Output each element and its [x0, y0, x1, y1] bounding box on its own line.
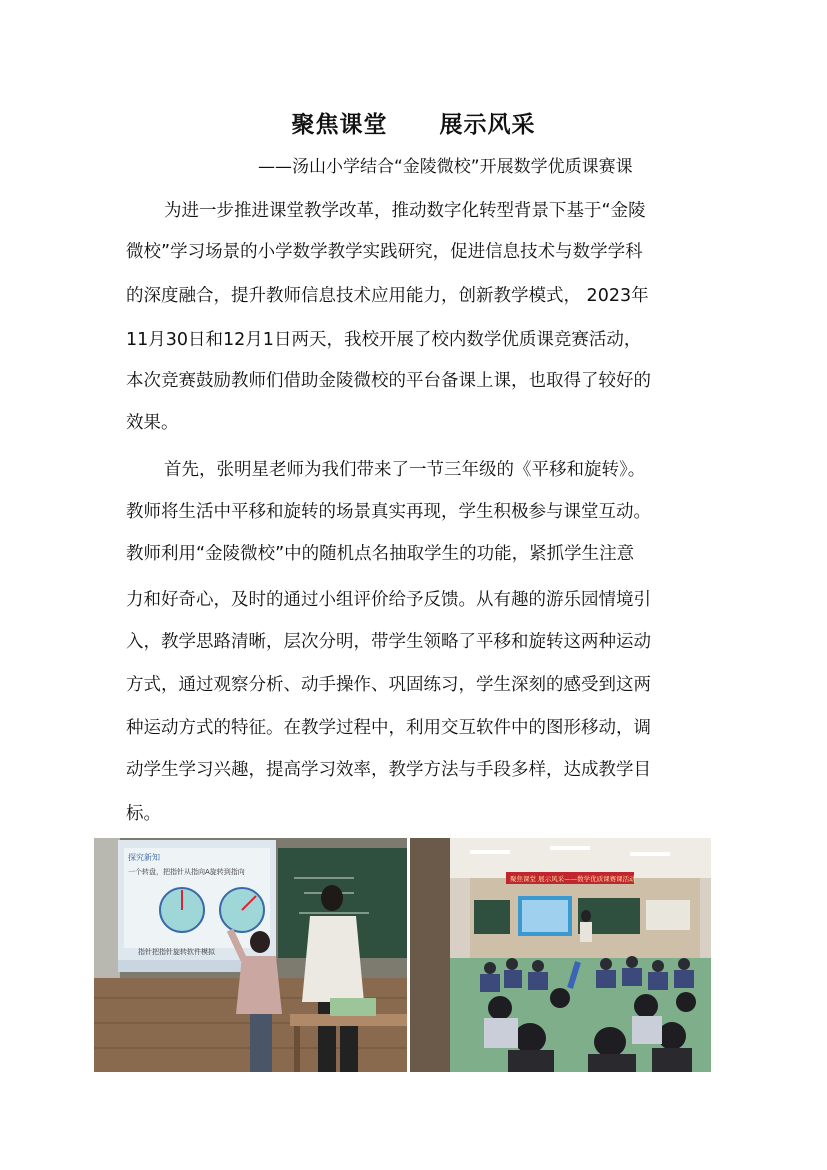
paragraph-1-line: 11月30日和12月1日两天，我校开展了校内数学优质课竞赛活动， — [126, 330, 642, 350]
paragraph-2-line: 方式，通过观察分析、动手操作、巩固练习，学生深刻的感受到这两 — [126, 675, 651, 695]
screen-text: 一个转盘，把指针从指向A旋转到指向 — [128, 868, 245, 876]
paragraph-1-line: 本次竞赛鼓励教师们借助金陵微校的平台备课上课，也取得了较好的 — [126, 371, 651, 391]
screen-heading: 探究新知 — [128, 853, 160, 862]
paragraph-2-line: 教师将生活中平移和旋转的场景真实再现，学生积极参与课堂互动。 — [126, 502, 651, 522]
paragraph-1-line: 为进一步推进课堂教学改革，推动数字化转型背景下基于“金陵 — [164, 201, 646, 221]
title-part-2: 展示风采 — [439, 111, 536, 138]
title-part-1: 聚焦课堂 — [291, 111, 388, 138]
paragraph-2-line: 教师利用“金陵微校”中的随机点名抽取学生的功能，紧抓学生注意 — [126, 544, 635, 564]
paragraph-2-line: 入，教学思路清晰，层次分明，带学生领略了平移和旋转这两种运动 — [126, 632, 651, 652]
paragraph-2-line: 首先，张明星老师为我们带来了一节三年级的《平移和旋转》。 — [164, 460, 646, 480]
paragraph-2-line: 动学生学习兴趣，提高学习效率，教学方法与手段多样，达成教学目 — [126, 760, 651, 780]
paragraph-1-line: 微校”学习场景的小学数学教学实践研究，促进信息技术与数学学科 — [126, 242, 643, 262]
paragraph-1-line: 效果。 — [126, 413, 179, 433]
screen-bottom-text: 指针把指针旋转软件模拟 — [138, 948, 215, 956]
paragraph-2-line: 标。 — [126, 804, 161, 824]
banner-text: 聚焦课堂 展示风采——数学优质课赛课活动 — [510, 875, 636, 883]
classroom-photo-whiteboard — [94, 838, 407, 1072]
document-title — [0, 106, 827, 139]
paragraph-2-line: 力和好奇心，及时的通过小组评价给予反馈。从有趣的游乐园情境引 — [126, 590, 651, 610]
classroom-photo-overview — [410, 838, 711, 1072]
document-subtitle: ——汤山小学结合“金陵微校”开展数学优质课赛课 — [258, 157, 633, 177]
paragraph-1-line: 的深度融合，提升教师信息技术应用能力，创新教学模式， 2023年 — [126, 286, 649, 306]
paragraph-2-line: 种运动方式的特征。在教学过程中，利用交互软件中的图形移动，调 — [126, 718, 651, 738]
